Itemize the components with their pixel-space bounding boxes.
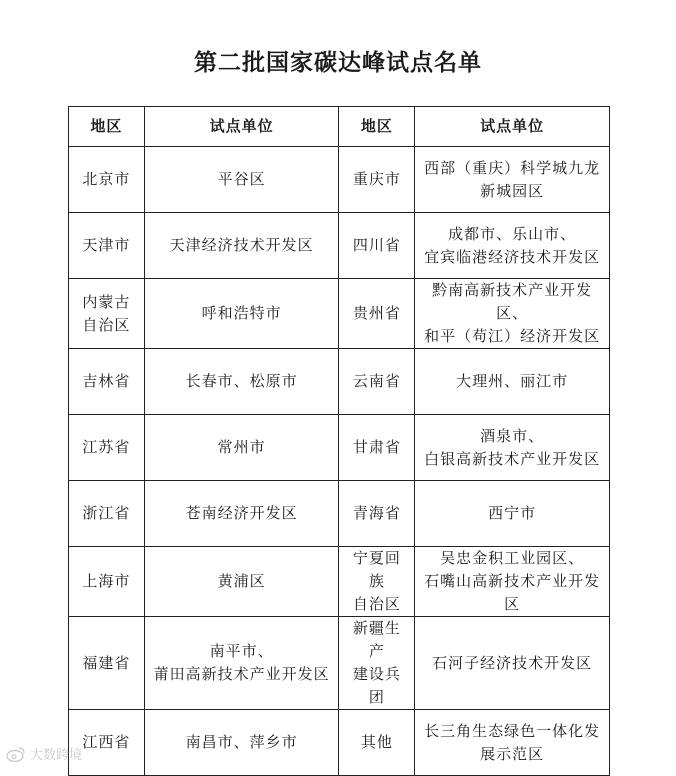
pilot-unit-cell: [144, 213, 339, 279]
cell-text-line: 自治区: [82, 315, 131, 334]
pilot-unit-cell: [415, 349, 610, 415]
cell-text-line: 长春市、松原市: [185, 372, 298, 390]
pilot-unit-cell: [144, 147, 339, 213]
cell-text-line: 天津市: [82, 236, 131, 254]
pilot-unit-cell: [415, 481, 610, 547]
table-row: [69, 349, 610, 415]
cell-text-line: 其他: [360, 733, 393, 751]
pilot-unit-cell: [415, 415, 610, 481]
table-row: [69, 147, 610, 213]
column-header-region: 地区: [69, 107, 145, 147]
cell-text-line: 苍南经济开发区: [185, 504, 298, 522]
cell-text-line: 莆田高新技术产业开发区: [153, 665, 330, 683]
cell-text-line: 浙江省: [82, 504, 131, 522]
cell-text-line: 和平（苟江）经济开发区: [424, 327, 601, 345]
table-row: [69, 617, 610, 710]
cell-text-line: 酒泉市、: [480, 426, 545, 445]
table-row: [69, 213, 610, 279]
region-cell: [339, 415, 415, 481]
page-title: 第二批国家碳达峰试点名单: [194, 50, 482, 76]
cell-text-line: 常州市: [217, 438, 266, 456]
region-cell: [69, 349, 145, 415]
region-cell: [339, 547, 415, 617]
cell-text-line: 黔南高新技术产业开发区、: [432, 281, 593, 322]
region-cell: [69, 279, 145, 349]
pilot-unit-cell: [144, 349, 339, 415]
pilot-unit-cell: [415, 147, 610, 213]
cell-text-line: 大理州、丽江市: [456, 372, 569, 390]
pilot-unit-cell: [415, 213, 610, 279]
table-row: [69, 547, 610, 617]
watermark: [6, 744, 82, 763]
cell-text-line: 青海省: [352, 504, 401, 522]
pilot-list-table: [68, 106, 610, 776]
cell-text-line: 江苏省: [82, 438, 131, 456]
cell-text-line: 江西省: [82, 733, 131, 751]
cell-text-line: 新疆生产: [352, 619, 401, 660]
cell-text-line: 贵州省: [352, 304, 401, 322]
pilot-unit-cell: [144, 617, 339, 710]
region-cell: [339, 147, 415, 213]
cell-text-line: 建设兵团: [352, 665, 401, 706]
region-cell: [339, 710, 415, 776]
pilot-unit-cell: [415, 617, 610, 710]
table-row: [69, 481, 610, 547]
cell-text-line: 呼和浩特市: [201, 304, 282, 322]
cell-text-line: 西部（重庆）科学城九龙新城园区: [424, 158, 601, 200]
pilot-unit-cell: [415, 547, 610, 617]
cell-text-line: 长三角生态绿色一体化发展示范区: [424, 721, 601, 763]
cell-text-line: 白银高新技术产业开发区: [424, 449, 601, 468]
cell-text-line: 吉林省: [82, 372, 131, 390]
cell-text-line: 云南省: [352, 372, 401, 390]
column-header-pilot-unit: 试点单位: [415, 107, 610, 147]
region-cell: [339, 279, 415, 349]
cell-text-line: 四川省: [352, 236, 401, 254]
table-body: [69, 147, 610, 776]
region-cell: [339, 481, 415, 547]
cell-text-line: 成都市、乐山市、: [448, 224, 577, 243]
table-header-row: [69, 107, 610, 147]
column-header-pilot-unit: 试点单位: [144, 107, 339, 147]
pilot-unit-cell: [415, 279, 610, 349]
cell-text-line: 南平市、: [209, 642, 274, 660]
region-cell: [339, 617, 415, 710]
region-cell: [339, 349, 415, 415]
cell-text-line: 上海市: [82, 572, 131, 590]
pilot-unit-cell: [415, 710, 610, 776]
cell-text-line: 甘肃省: [352, 438, 401, 456]
pilot-unit-cell: [144, 710, 339, 776]
region-cell: [69, 710, 145, 776]
region-cell: [69, 415, 145, 481]
region-cell: [69, 617, 145, 710]
cell-text-line: 石嘴山高新技术产业开发区: [424, 572, 601, 613]
cell-text-line: 石河子经济技术开发区: [432, 653, 593, 672]
column-header-region: 地区: [339, 107, 415, 147]
cell-text-line: 内蒙古: [82, 292, 131, 311]
pilot-unit-cell: [144, 547, 339, 617]
table-row: [69, 710, 610, 776]
cell-text-line: 宜宾临港经济技术开发区: [424, 247, 601, 266]
cell-text-line: 宁夏回族: [352, 549, 401, 590]
region-cell: [69, 147, 145, 213]
table-row: [69, 279, 610, 349]
pilot-unit-cell: [144, 415, 339, 481]
cell-text-line: 福建省: [82, 653, 131, 672]
cell-text-line: 黄浦区: [217, 572, 266, 590]
pilot-unit-cell: [144, 481, 339, 547]
watermark-text: 大数跨境: [30, 748, 83, 763]
weibo-logo-icon: [6, 746, 26, 762]
cell-text-line: 北京市: [82, 170, 131, 188]
region-cell: [339, 213, 415, 279]
cell-text-line: 南昌市、萍乡市: [185, 733, 298, 751]
cell-text-line: 自治区: [352, 595, 401, 613]
region-cell: [69, 547, 145, 617]
region-cell: [69, 481, 145, 547]
cell-text-line: 重庆市: [352, 170, 401, 188]
cell-text-line: 天津经济技术开发区: [169, 236, 314, 254]
pilot-unit-cell: [144, 279, 339, 349]
table-row: [69, 415, 610, 481]
cell-text-line: 吴忠金积工业园区、: [440, 549, 585, 567]
region-cell: [69, 213, 145, 279]
cell-text-line: 西宁市: [488, 504, 537, 522]
cell-text-line: 平谷区: [217, 170, 266, 188]
